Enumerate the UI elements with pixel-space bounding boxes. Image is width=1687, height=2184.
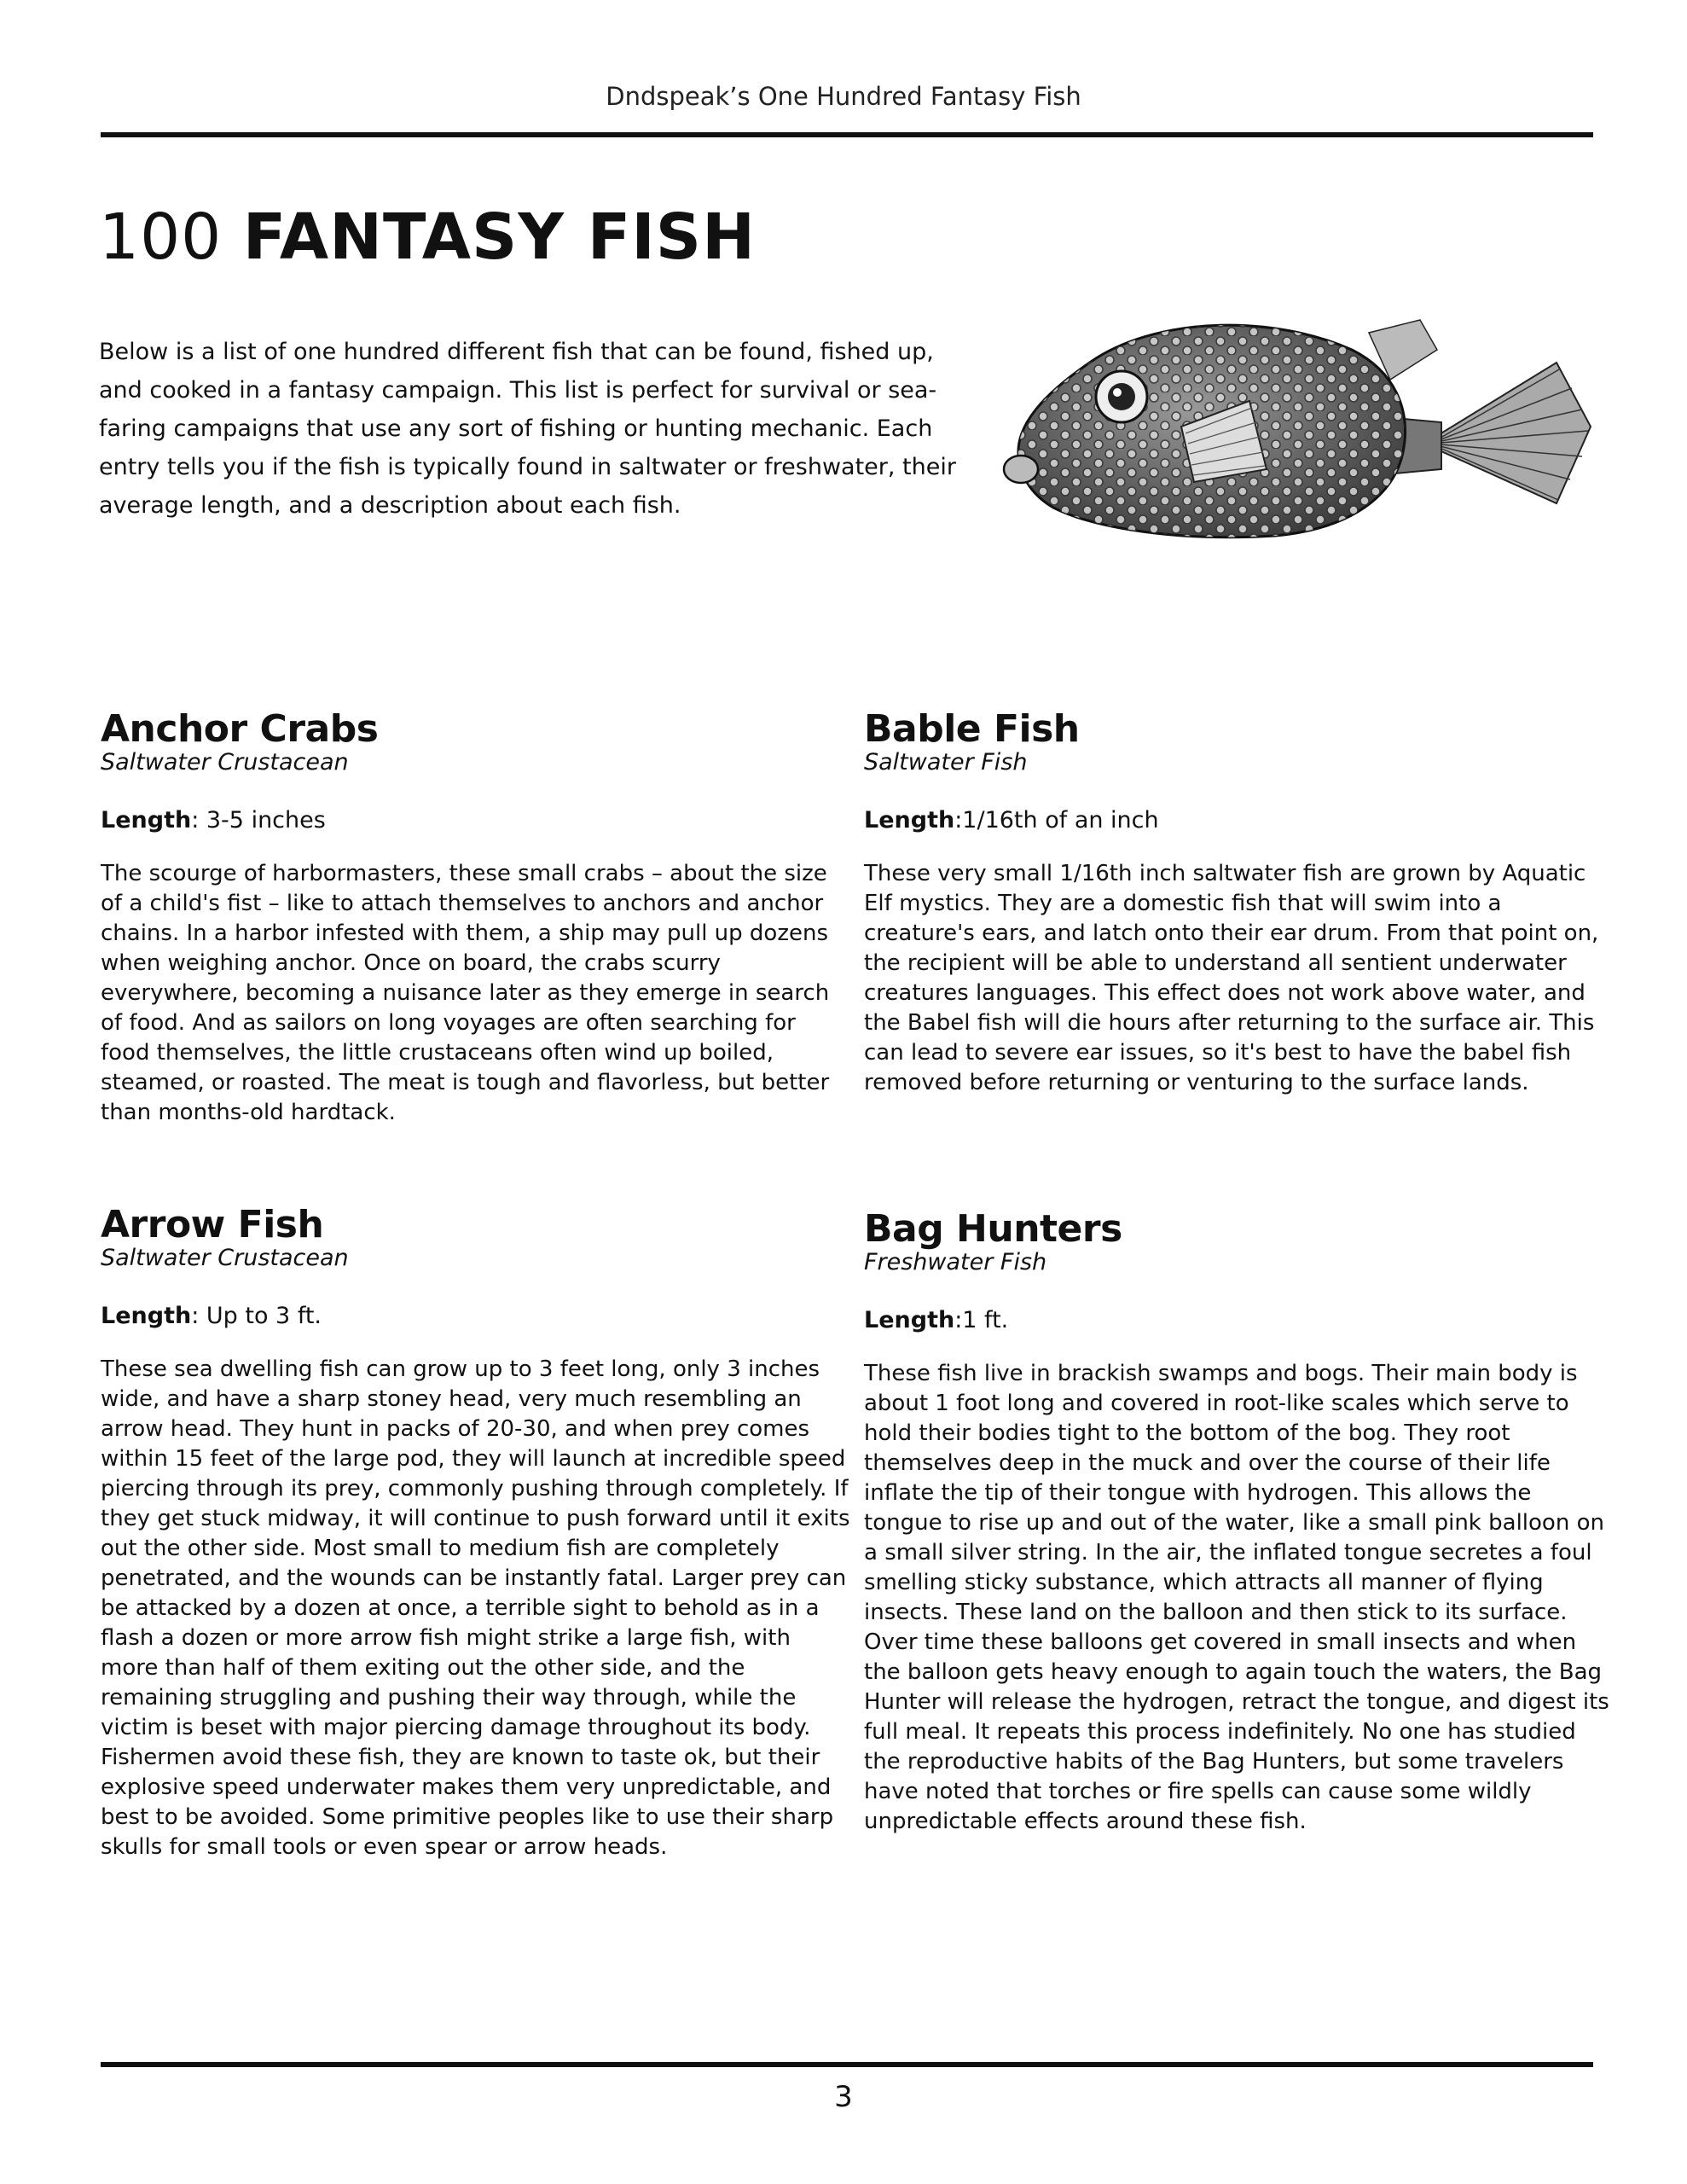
fish-length <box>101 1301 851 1331</box>
fish-description: The scourge of harbormasters, these small crabs – about the size of a child's fist – like to attach themselves to anchors and anchor chains. In a harbor infested with them, a ship may pull up dozens when weighing anchor. Once on board, the crabs scurry everywhere, becoming a nuisance later as they emerge in search of food. And as sailors on long voyages are often searching for food themselves, the little crustaceans often wind up boiled, steamed, or roasted. The meat is tough and flavorless, but better than months-old hardtack. <box>101 860 830 1125</box>
fish-entry <box>101 1205 851 1862</box>
header-rule <box>101 132 1593 137</box>
fish-type: Saltwater Crustacean <box>101 749 349 776</box>
fish-type: Saltwater Fish <box>864 749 1028 776</box>
length-value: :1/16th of an inch <box>954 806 1159 834</box>
boxfish-illustration-icon <box>994 299 1608 555</box>
title-bold-text: FANTASY FISH <box>242 200 756 274</box>
fish-name: Bag Hunters <box>864 1207 1122 1251</box>
length-label: Length <box>864 1306 955 1333</box>
length-label: Length <box>864 806 955 834</box>
fish-length <box>864 1305 1615 1335</box>
fish-name: Bable Fish <box>864 707 1080 751</box>
fish-type: Freshwater Fish <box>864 1249 1047 1276</box>
fish-description: These very small 1/16th inch saltwater fish are grown by Aquatic Elf mystics. They are a domestic fish that will swim into a creature's ears, and latch onto their ear drum. From that point on, the recipient will be able to understand all sentient underwater creatures languages. This effect does not work above water, and the Babel fish will die hours after returning to the surface air. This can lead to severe ear issues, so it's best to have the babel fish removed before returning or venturing to the surface lands. <box>864 860 1599 1095</box>
fish-name: Arrow Fish <box>101 1203 324 1246</box>
length-value: : Up to 3 ft. <box>191 1302 322 1329</box>
length-value: : 3-5 inches <box>191 806 326 834</box>
fish-entry <box>864 707 1615 1098</box>
fish-description: These sea dwelling fish can grow up to 3 feet long, only 3 inches wide, and have a sharp stoney head, very much resembling an arrow head. They hunt in packs of 20-30, and when prey comes within 15 feet of the large pod, they will launch at incredible speed piercing through its prey, commonly pushing through completely. If they get stuck midway, it will continue to push forward until it exits out the other side. Most small to medium fish are completely penetrated, and the wounds can be instantly fatal. Larger prey can be attacked by a dozen at once, a terrible sight to behold as in a flash a dozen or more arrow fish might strike a large fish, with more than half of them exiting out the other side, and the remaining struggling and pushing their way through, while the victim is beset with major piercing damage throughout its body. Fishermen avoid these fish, they are known to taste ok, but their explosive speed underwater makes them very unpredictable, and best to be avoided. Some primitive peoples like to use their sharp skulls for small tools or even spear or arrow heads. <box>101 1356 850 1860</box>
fish-length <box>864 805 1615 835</box>
title-number: 100 <box>99 200 223 274</box>
running-header: Dndspeak’s One Hundred Fantasy Fish <box>606 82 1081 111</box>
page-title <box>99 200 756 274</box>
fish-length <box>101 805 851 835</box>
fish-description: These fish live in brackish swamps and bogs. Their main body is about 1 foot long and covered in root-like scales which serve to hold their bodies tight to the bottom of the bog. They root themselves deep in the muck and over the course of their life inflate the tip of their tongue with hydrogen. This allows the tongue to rise up and out of the water, like a small pink balloon on a small silver string. In the air, the inflated tongue secretes a foul smelling sticky substance, which attracts all manner of flying insects. These land on the balloon and then stick to its surface. Over time these balloons get covered in small insects and when the balloon gets heavy enough to again touch the waters, the Bag Hunter will release the hydrogen, retract the tongue, and digest its full meal. It repeats this process indefinitely. No one has studied the reproductive habits of the Bag Hunters, but some travelers have noted that torches or fire spells can cause some wildly unpredictable effects around these fish. <box>864 1360 1609 1834</box>
length-value: :1 ft. <box>954 1306 1009 1333</box>
fish-entry <box>101 707 851 1128</box>
length-label: Length <box>101 1302 192 1329</box>
footer-rule <box>101 2062 1593 2067</box>
length-label: Length <box>101 806 192 834</box>
fish-type: Saltwater Crustacean <box>101 1245 349 1272</box>
page-number: 3 <box>834 2080 853 2114</box>
intro-paragraph: Below is a list of one hundred different fish that can be found, fished up, and cooked in a fantasy campaign. This list is perfect for survival or sea-faring campaigns that use any sort of fishing or hunting mechanic. Each entry tells you if the fish is typically found in saltwater or freshwater, their average length, and a description about each fish. <box>99 339 956 519</box>
fish-name: Anchor Crabs <box>101 707 379 751</box>
fish-entry <box>864 1207 1615 1837</box>
